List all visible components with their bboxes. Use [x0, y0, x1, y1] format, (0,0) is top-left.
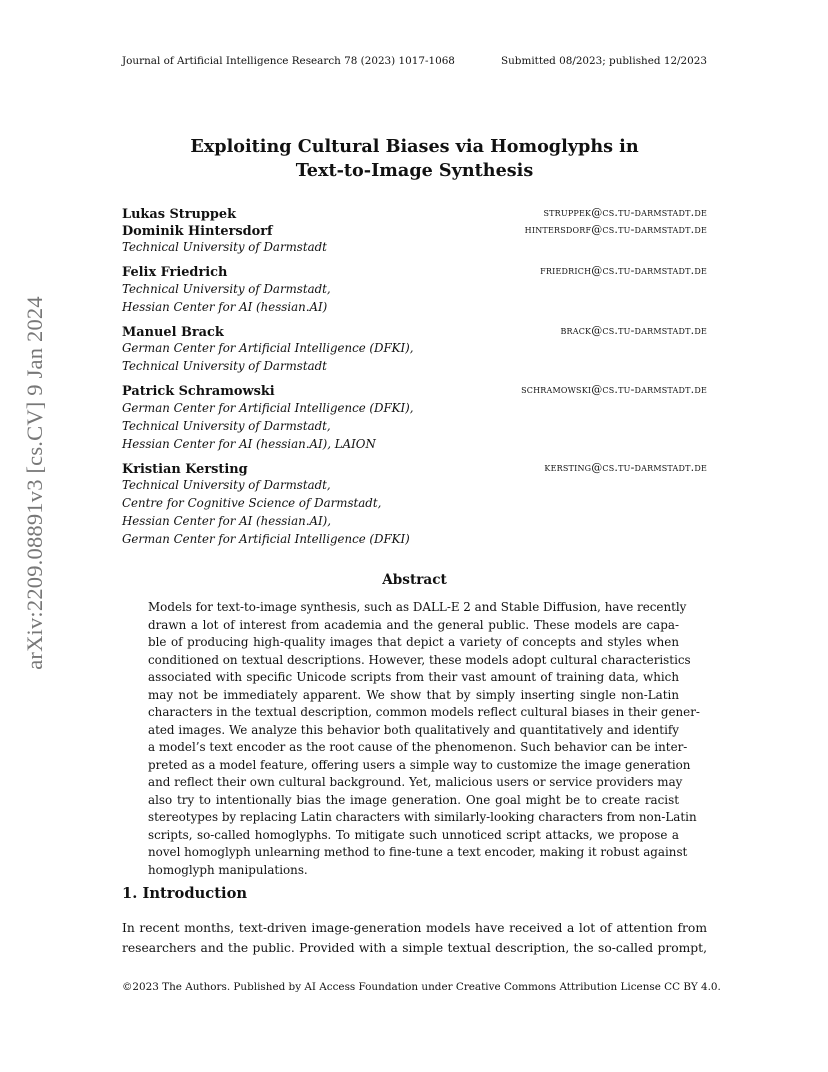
- abstract-line: characters in the textual description, common models reflect cultural biases in their gener-: [148, 705, 700, 719]
- abstract-line: stereotypes by replacing Latin characters with similarly-looking characters from non-Latin: [148, 810, 697, 824]
- author-block: [122, 323, 707, 376]
- abstract-line: Models for text-to-image synthesis, such as DALL-E 2 and Stable Diffusion, have recently: [148, 600, 687, 614]
- author-email: schramowski@cs.tu-darmstadt.de: [521, 383, 707, 396]
- abstract-body: [148, 599, 700, 879]
- author-block: [122, 263, 707, 316]
- abstract-line: ble of producing high-quality images that depict a variety of concepts and styles when: [148, 635, 679, 649]
- author-affiliation: Centre for Cognitive Science of Darmstadt,: [122, 496, 382, 510]
- abstract-line: ated images. We analyze this behavior both qualitatively and quantitatively and identify: [148, 722, 679, 737]
- abstract-line: scripts, so-called homoglyphs. To mitigate such unnoticed script attacks, we propose a: [148, 827, 679, 842]
- author-block: [122, 205, 707, 256]
- abstract-line: drawn a lot of interest from academia and the general public. These models are capa-: [148, 617, 679, 632]
- author-name: Lukas Struppek: [122, 207, 237, 222]
- introduction-heading: 1. Introduction: [122, 885, 248, 902]
- author-email: brack@cs.tu-darmstadt.de: [560, 323, 707, 337]
- author-block: [122, 460, 707, 549]
- author-affiliation: Technical University of Darmstadt,: [122, 478, 331, 492]
- introduction-line: researchers and the public. Provided with a simple textual description, the so-called prompt,: [122, 941, 707, 955]
- abstract-heading: Abstract: [382, 572, 447, 588]
- author-affiliation: Technical University of Darmstadt: [122, 359, 327, 373]
- abstract-line: homoglyph manipulations.: [148, 862, 308, 877]
- author-affiliation: German Center for Artificial Intelligence (DFKI),: [122, 341, 414, 355]
- author-email: struppek@cs.tu-darmstadt.de: [543, 206, 707, 219]
- author-list: [122, 205, 707, 555]
- author-name: Kristian Kersting: [122, 461, 248, 477]
- author-affiliation: German Center for Artificial Intelligence (DFKI),: [122, 400, 414, 415]
- author-row: [122, 222, 707, 239]
- abstract-line: associated with specific Unicode scripts from their vast amount of training data, which: [148, 670, 679, 684]
- introduction-body: [122, 918, 707, 958]
- author-row: [122, 460, 707, 477]
- author-affiliation: Hessian Center for AI (hessian.AI): [122, 299, 328, 314]
- author-row: [122, 323, 707, 340]
- abstract-line: also try to intentionally bias the image generation. One goal might be to create racist: [148, 792, 679, 807]
- author-row: [122, 205, 707, 222]
- abstract-line: novel homoglyph unlearning method to fine-tune a text encoder, making it robust against: [148, 845, 688, 859]
- author-name: Patrick Schramowski: [122, 384, 275, 399]
- arxiv-sidebar: [22, 295, 48, 670]
- submission-dates: Submitted 08/2023; published 12/2023: [501, 55, 707, 67]
- author-row: [122, 382, 707, 399]
- author-affiliation: Technical University of Darmstadt: [122, 240, 327, 254]
- abstract-line: preted as a model feature, offering users a simple way to customize the image generation: [148, 757, 691, 772]
- abstract-line: may not be immediately apparent. We show that by simply inserting single non-Latin: [148, 687, 679, 702]
- author-row: [122, 263, 707, 280]
- author-block: [122, 382, 707, 453]
- abstract-line: a model’s text encoder as the root cause of the phenomenon. Such behavior can be inter-: [148, 740, 688, 754]
- author-affiliation: Technical University of Darmstadt,: [122, 418, 331, 433]
- author-affiliation: Technical University of Darmstadt,: [122, 281, 331, 296]
- author-email: kersting@cs.tu-darmstadt.de: [544, 460, 707, 474]
- title-line: Text-to-Image Synthesis: [295, 160, 534, 181]
- author-affiliation: Hessian Center for AI (hessian.AI),: [122, 514, 332, 528]
- author-affiliation: Hessian Center for AI (hessian.AI), LAION: [122, 436, 376, 451]
- author-name: Dominik Hintersdorf: [122, 223, 273, 239]
- title-line: Exploiting Cultural Biases via Homoglyphs in: [190, 136, 639, 157]
- paper-title: [122, 135, 707, 183]
- author-name: Felix Friedrich: [122, 265, 228, 280]
- abstract-line: and reflect their own cultural background. Yet, malicious users or service providers may: [148, 775, 683, 789]
- license-footer: ©2023 The Authors. Published by AI Access Foundation under Creative Commons Attribution License CC BY 4.0.: [122, 981, 721, 993]
- arxiv-identifier: arXiv:2209.08891v3 [cs.CV] 9 Jan 2024: [22, 295, 47, 670]
- journal-header: Journal of Artificial Intelligence Research 78 (2023) 1017-1068: [122, 55, 455, 67]
- author-email: friedrich@cs.tu-darmstadt.de: [540, 264, 707, 277]
- author-name: Manuel Brack: [122, 324, 224, 340]
- abstract-line: conditioned on textual descriptions. However, these models adopt cultural characteristics: [148, 652, 691, 667]
- introduction-line: In recent months, text-driven image-generation models have received a lot of attention from: [122, 921, 707, 935]
- author-affiliation: German Center for Artificial Intelligence (DFKI): [122, 532, 410, 546]
- author-email: hintersdorf@cs.tu-darmstadt.de: [524, 222, 707, 236]
